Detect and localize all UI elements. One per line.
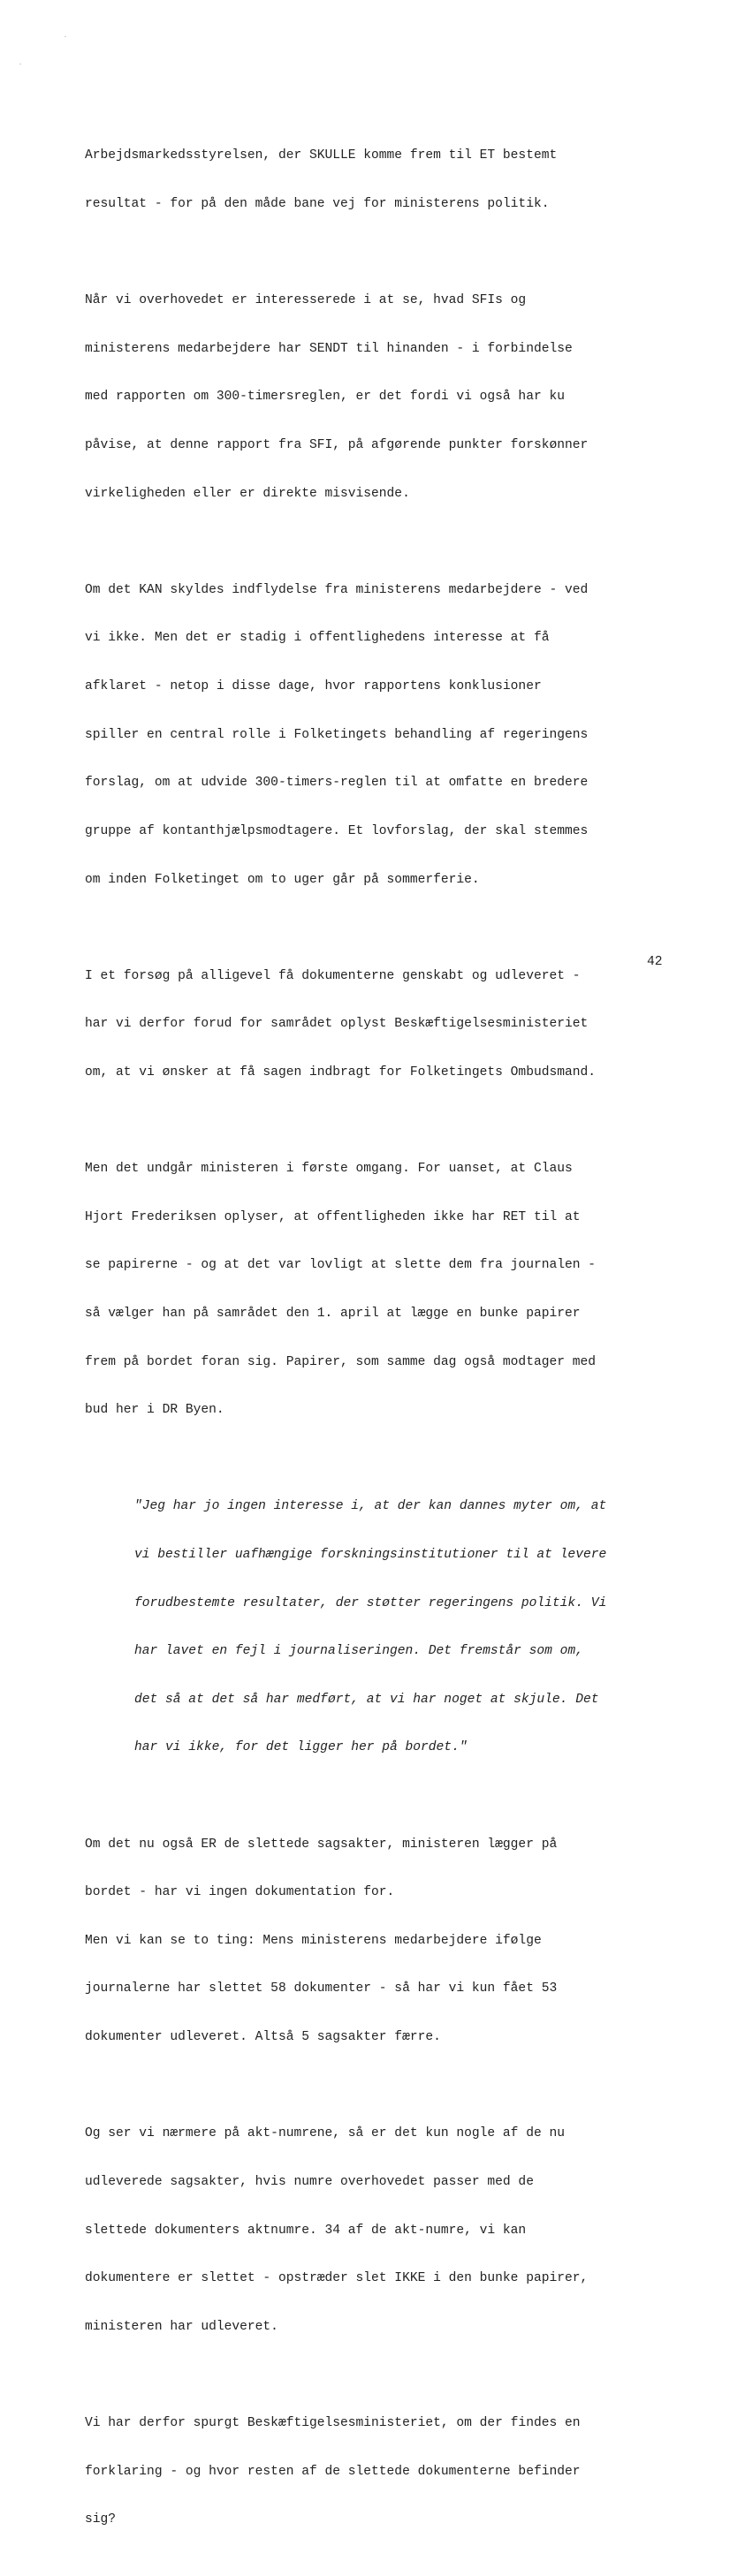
text-line: påvise, at denne rapport fra SFI, på afgørende punkter forskønner (85, 438, 589, 453)
text-line: journalerne har slettet 58 dokumenter - så har vi kun fået 53 (85, 1981, 558, 1996)
text-line: bud her i DR Byen. (85, 1403, 224, 1418)
text-line: bordet - har vi ingen dokumentation for. (85, 1885, 395, 1900)
paragraph (85, 2094, 650, 2367)
text-line: I et forsøg på alligevel få dokumenterne genskabt og udleveret - (85, 968, 581, 983)
text-line: vi ikke. Men det er stadig i offentlighedens interesse at få (85, 631, 550, 646)
text-line: slettede dokumenters aktnumre. 34 af de akt-numre, vi kan (85, 2223, 527, 2238)
paragraph (85, 261, 650, 534)
paragraph (85, 116, 650, 245)
scan-speck (65, 36, 66, 37)
text-line: afklaret - netop i disse dage, hvor rapportens konklusioner (85, 679, 542, 694)
body-text (85, 116, 650, 2576)
text-line: forklaring - og hvor resten af de slettede dokumenterne befinder (85, 2464, 581, 2479)
quote-line: har vi ikke, for det ligger her på bordet." (134, 1740, 468, 1755)
text-line: Når vi overhovedet er interesserede i at se, hvad SFIs og (85, 293, 527, 308)
text-line: udleverede sagsakter, hvis numre overhovedet passer med de (85, 2174, 534, 2189)
quote-line: vi bestiller uafhængige forskningsinstitutioner til at levere (134, 1548, 607, 1562)
text-line: gruppe af kontanthjælpsmodtagere. Et lovforslag, der skal stemmes (85, 823, 589, 838)
paragraph (85, 1129, 650, 1451)
quote-line: forudbestemte resultater, der støtter regeringens politik. Vi (134, 1595, 607, 1610)
text-line: med rapporten om 300-timersreglen, er det fordi vi også har ku (85, 390, 565, 405)
paragraph (85, 2383, 650, 2560)
text-line: frem på bordet foran sig. Papirer, som samme dag også modtager med (85, 1354, 597, 1369)
text-line: Om det KAN skyldes indflydelse fra ministerens medarbejdere - ved (85, 582, 589, 597)
paragraph (85, 1804, 650, 2077)
quote-line: det så at det så har medført, at vi har noget at skjule. Det (134, 1692, 599, 1707)
text-line: ministeren har udleveret. (85, 2319, 278, 2334)
text-line: spiller en central rolle i Folketingets behandling af regeringens (85, 727, 589, 742)
quote-line: "Jeg har jo ingen interesse i, at der kan dannes myter om, at (134, 1499, 607, 1514)
paragraph (85, 549, 650, 920)
text-line: Men vi kan se to ting: Mens ministerens medarbejdere ifølge (85, 1933, 542, 1948)
paragraph (85, 936, 650, 1112)
text-line: så vælger han på samrådet den 1. april at lægge en bunke papirer (85, 1306, 581, 1321)
text-line: resultat - for på den måde bane vej for ministerens politik. (85, 197, 550, 212)
text-line: Vi har derfor spurgt Beskæftigelsesministeriet, om der findes en (85, 2415, 581, 2430)
text-line: Og ser vi nærmere på akt-numrene, så er det kun nogle af de nu (85, 2126, 565, 2141)
text-line: ministerens medarbejdere har SENDT til hinanden - i forbindelse (85, 341, 573, 356)
text-line: Men det undgår ministeren i første omgang. For uanset, at Claus (85, 1162, 573, 1177)
text-line: Om det nu også ER de slettede sagsakter, ministeren lægger på (85, 1837, 558, 1852)
text-line: sig? (85, 2512, 117, 2527)
quote-line: har lavet en fejl i journaliseringen. Det fremstår som om, (134, 1644, 583, 1659)
text-line: se papirerne - og at det var lovligt at slette dem fra journalen - (85, 1258, 597, 1273)
text-line: virkeligheden eller er direkte misvisende. (85, 486, 410, 501)
text-line: dokumenter udleveret. Altså 5 sagsakter færre. (85, 2030, 441, 2045)
page-number: 42 (647, 955, 663, 969)
text-line: om, at vi ønsker at få sagen indbragt for Folketingets Ombudsmand. (85, 1064, 597, 1080)
text-line: Hjort Frederiksen oplyser, at offentligheden ikke har RET til at (85, 1209, 581, 1224)
text-line: dokumentere er slettet - opstræder slet IKKE i den bunke papirer, (85, 2271, 589, 2286)
text-line: Arbejdsmarkedsstyrelsen, der SKULLE komme frem til ET bestemt (85, 148, 558, 163)
text-line: forslag, om at udvide 300-timers-reglen til at omfatte en bredere (85, 776, 589, 791)
text-line: har vi derfor forud for samrådet oplyst Beskæftigelsesministeriet (85, 1017, 589, 1032)
block-quote (85, 1466, 650, 1788)
text-line: om inden Folketinget om to uger går på sommerferie. (85, 872, 480, 887)
